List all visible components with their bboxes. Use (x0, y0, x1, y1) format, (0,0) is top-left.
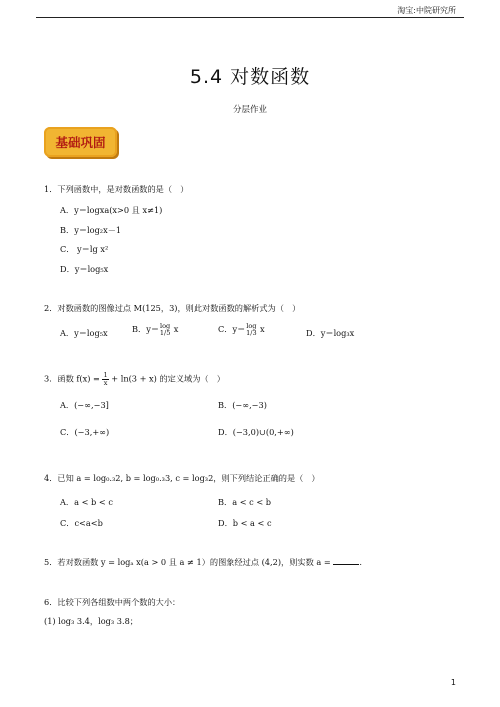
q4-option-b: B．a < c < b (218, 497, 272, 507)
q4-option-c: C．c<a<b (60, 518, 103, 528)
page-subtitle: 分层作业 (232, 105, 267, 115)
header-divider (36, 17, 464, 18)
q2-option-a: A．y＝log₅x (60, 328, 108, 338)
q2-option-c-log-word: log (246, 322, 257, 330)
q3-fraction-denominator: x (103, 379, 108, 387)
q3-stem (44, 372, 225, 387)
q2-option-c-log (245, 323, 257, 337)
q3-option-d: D．(−3,0)∪(0,+∞) (218, 427, 294, 437)
q5-stem-prefix: 5．若对数函数 y = logₐ x(a > 0 且 a ≠ 1）的图象经过点 (4,2)，则实数 a = (44, 557, 331, 567)
q3-stem-prefix: 3．函数 f(x) = (44, 373, 100, 384)
q2-option-b-base-num: 1 (159, 329, 164, 337)
q2-option-b-base-den: 5 (166, 329, 171, 337)
q3-option-b: B．(−∞,−3) (218, 400, 267, 410)
q2-option-b-base-frac: 1/5 (159, 329, 171, 337)
page-number: 1 (450, 678, 456, 687)
q2-option-c-base-num: 1 (246, 329, 251, 337)
q3-option-a: A．(−∞,−3] (60, 400, 109, 410)
q1-option-d: D．y＝log₅x (60, 264, 109, 274)
q5-answer-blank[interactable] (333, 558, 359, 565)
q3-stem-suffix: + ln(3 + x) 的定义域为（ ） (111, 373, 225, 384)
q1-stem: 1．下列函数中，是对数函数的是（ ） (44, 184, 189, 194)
q6-stem: 6．比较下列各组数中两个数的大小： (44, 597, 181, 607)
q2-option-c-var: x (260, 324, 265, 334)
q2-option-c-base-den: 3 (252, 329, 257, 337)
q4-option-d: D．b < a < c (218, 518, 272, 528)
q2-option-b (132, 323, 178, 337)
q2-option-c (218, 323, 265, 337)
q2-option-c-prefix: C．y＝ (218, 324, 246, 334)
q1-option-a: A．y＝logxa(x>0 且 x≠1) (60, 205, 163, 215)
q1-option-c: C． y＝lg x² (60, 244, 109, 254)
q2-option-b-prefix: B．y＝ (132, 324, 160, 334)
q3-fraction (102, 372, 108, 387)
q4-stem: 4．已知 a = log₀.₃2, b = log₀.₃3, c = log₃2，则下列结论正确的是（ ） (44, 473, 320, 483)
q3-fraction-numerator: 1 (103, 371, 108, 379)
q5-stem-suffix: . (359, 557, 362, 567)
q2-option-c-base-frac: 1/3 (246, 329, 257, 337)
q2-option-d: D．y＝log₃x (306, 328, 355, 338)
section-badge: 基础巩固 (44, 127, 117, 157)
q6-part-1: (1) log₃ 3.4，log₃ 3.8； (44, 616, 138, 626)
header-shop-label: 淘宝:中院研究所 (397, 6, 456, 15)
q1-option-b: B．y＝log₂x－1 (60, 225, 122, 235)
q2-option-b-log-word: log (160, 322, 171, 330)
q2-option-b-var: x (173, 324, 179, 334)
q2-stem: 2．对数函数的图像过点 M(125，3)，则此对数函数的解析式为（ ） (44, 303, 301, 313)
q3-option-c: C．(−3,+∞) (60, 427, 110, 437)
q5-stem (44, 557, 362, 568)
q4-option-a: A．a < b < c (60, 497, 113, 507)
q2-option-b-log (159, 323, 171, 337)
page-title: 5.4 对数函数 (189, 66, 311, 88)
